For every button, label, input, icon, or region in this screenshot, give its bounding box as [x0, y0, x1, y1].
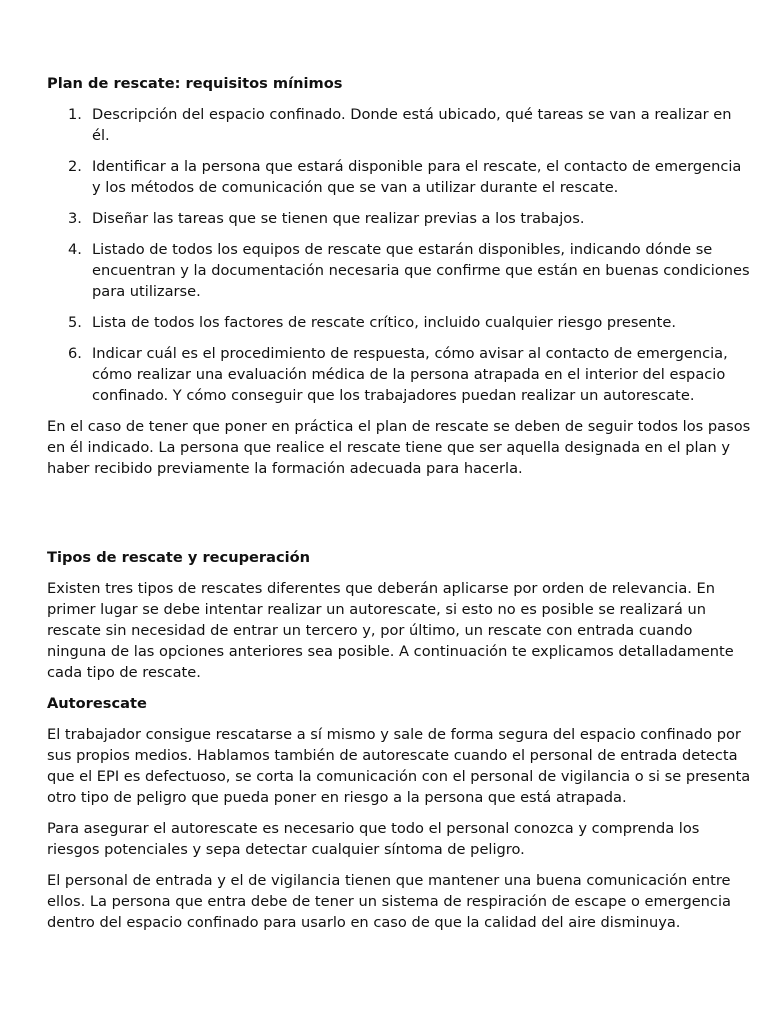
list-item-text: Identificar a la persona que estará disponible para el rescate, el contacto de emergencia y los métodos de comunicación que se van a utilizar durante el rescate.: [92, 158, 742, 196]
list-item-number: 3.: [68, 210, 82, 227]
list-item: [47, 312, 752, 333]
body-paragraph: El personal de entrada y el de vigilancia tienen que mantener una buena comunicación entre ellos. La persona que entra debe de tener un sistema de respiración de escape o emergencia dentro del espacio confinado para usarlo en caso de que la calidad del aire disminuya.: [47, 872, 731, 931]
section-spacer: [47, 489, 752, 547]
list-item-number: 2.: [68, 158, 82, 175]
list-item: [47, 343, 752, 406]
section-heading-autorescate: Autorescate: [47, 695, 147, 712]
list-item: [47, 239, 752, 302]
list-item-text: Diseñar las tareas que se tienen que realizar previas a los trabajos.: [92, 210, 585, 227]
list-item-number: 1.: [68, 106, 82, 123]
list-item-number: 6.: [68, 345, 82, 362]
list-item-text: Indicar cuál es el procedimiento de respuesta, cómo avisar al contacto de emergencia, cómo realizar una evaluación médica de la persona atrapada en el interior del espacio confinado. Y cómo conseguir que los trabajadores puedan realizar un autorescate.: [92, 345, 728, 404]
list-item-text: Listado de todos los equipos de rescate que estarán disponibles, indicando dónde se encuentran y la documentación necesaria que confirme que están en buenas condiciones para utilizarse.: [92, 241, 750, 300]
list-item-text: Lista de todos los factores de rescate crítico, incluido cualquier riesgo presente.: [92, 314, 677, 331]
section-heading-plan-rescate: Plan de rescate: requisitos mínimos: [47, 75, 343, 92]
intro-paragraph: Existen tres tipos de rescates diferentes que deberán aplicarse por orden de relevancia. En primer lugar se debe intentar realizar un autorescate, si esto no es posible se realizará un rescate sin necesidad de entrar un tercero y, por último, un rescate con entrada cuando ninguna de las opciones anteriores sea posible. A continuación te explicamos detalladamente cada tipo de rescate.: [47, 580, 734, 681]
list-item: [47, 208, 752, 229]
list-item: [47, 156, 752, 198]
list-item: [47, 104, 752, 146]
list-item-number: 5.: [68, 314, 82, 331]
list-item-text: Descripción del espacio confinado. Donde está ubicado, qué tareas se van a realizar en él.: [92, 106, 732, 144]
closing-paragraph: En el caso de tener que poner en práctica el plan de rescate se deben de seguir todos los pasos en él indicado. La persona que realice el rescate tiene que ser aquella designada en el plan y haber recibido previamente la formación adecuada para hacerla.: [47, 418, 751, 477]
requirements-list: [47, 104, 752, 406]
body-paragraph: Para asegurar el autorescate es necesario que todo el personal conozca y comprenda los riesgos potenciales y sepa detectar cualquier síntoma de peligro.: [47, 820, 700, 858]
document-page: [47, 73, 752, 943]
list-item-number: 4.: [68, 241, 82, 258]
section-heading-tipos-rescate: Tipos de rescate y recuperación: [47, 549, 311, 566]
body-paragraph: El trabajador consigue rescatarse a sí mismo y sale de forma segura del espacio confinado por sus propios medios. Hablamos también de autorescate cuando el personal de entrada detecta que el EPI es defectuoso, se corta la comunicación con el personal de vigilancia o si se presenta otro tipo de peligro que pueda poner en riesgo a la persona que está atrapada.: [47, 726, 751, 806]
